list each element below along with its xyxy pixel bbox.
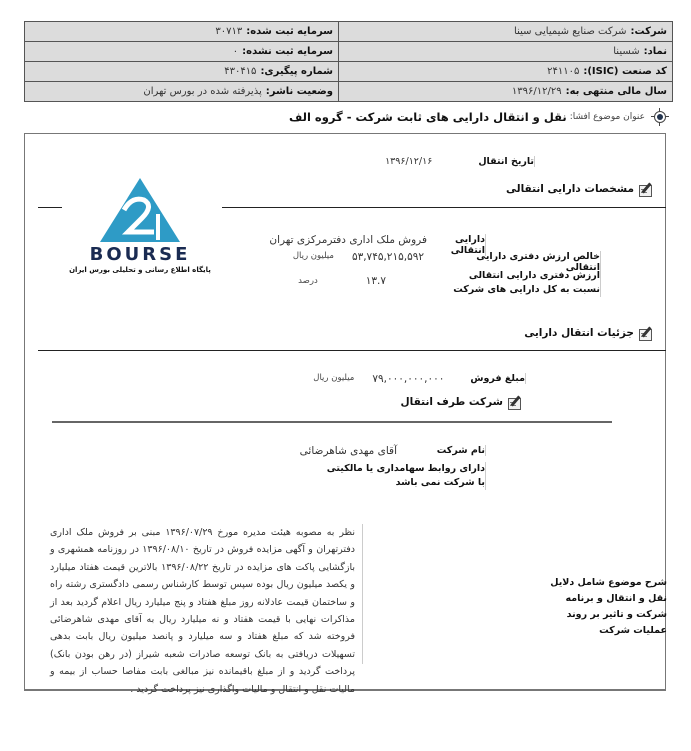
- book-value-ratio-row: [298, 269, 601, 297]
- description-text: نظر به مصوبه هیئت مدیره مورخ ۱۳۹۶/۰۷/۲۹ مبنی بر فروش ملک اداری دفترتهران و آگهی مزایده فروش در تاریخ ۱۳۹۶/۰۸/۱۰ در روزنامه همشهری و بازگشایی پاکت های مزایده در تاریخ ۱۳۹۶/۰۸/۲۲ بالاترین قیمت هفتاد میلیارد و یکصد میلیون ریال بوده سپس توسط کارشناس رسمی دادگستری رشته راه و ساختمان قیمت عادلانه روز مبلغ هفتاد و پنج میلیارد ریال اعلام گردید بعد از مذاکرات نهایی با قیمت هفتاد و نه میلیارد ریال به آقای مهدی شاهرضائی فروخته شد که مبلغ هفتاد و سه میلیارد و پانصد میلیون ریال بابت بدهی تسهیلات دریافتی به بانک توسعه صادرات شعبه شیراز (در رهن بودن بانک) پرداخت گردید و از مبلغ باقیمانده نیز مبالغی بابت مفاصا حساب از بیمه و مالیات نقل و انتقال و مالیات واگذاری نیز پرداخت گردید .: [50, 527, 355, 695]
- publisher-status-label: وضعیت ناشر:: [265, 86, 333, 97]
- company-cell: [339, 22, 673, 42]
- asset-value: فروش ملک اداری دفترمرکزی تهران: [269, 234, 427, 246]
- section-transfer-details-title: جزئیات انتقال دارایی: [524, 327, 634, 339]
- book-value-ratio-unit: درصد: [298, 276, 318, 286]
- counterparty-name-label: نام شرکت: [403, 445, 486, 456]
- topic-label: عنوان موضوع افشا:: [569, 112, 645, 122]
- tracking-number-cell: [25, 62, 339, 82]
- section-transfer-details: [524, 326, 654, 340]
- divider: [38, 350, 666, 351]
- target-icon: [651, 108, 669, 126]
- sale-amount: ۷۹,۰۰۰,۰۰۰,۰۰۰: [372, 373, 445, 385]
- unregistered-capital-label: سرمایه ثبت نشده:: [242, 46, 333, 57]
- transfer-date-value: ۱۳۹۶/۱۲/۱۶: [385, 156, 433, 167]
- registered-capital-cell: [25, 22, 339, 42]
- logo-subtitle: پایگاه اطلاع رسانی و تحلیلی بورس ایران: [69, 266, 211, 274]
- divider-right: [222, 207, 666, 208]
- unregistered-capital-cell: [25, 42, 339, 62]
- registered-capital-label: سرمایه ثبت شده:: [246, 26, 333, 37]
- registered-capital-value: ۳۰۷۱۳: [215, 26, 243, 37]
- logo-triangle-icon: [62, 160, 218, 250]
- publisher-status-value: پذیرفته شده در بورس تهران: [143, 86, 262, 97]
- publisher-status-cell: [25, 82, 339, 102]
- tracking-number-value: ۴۳۰۴۱۵: [224, 66, 257, 77]
- counterparty-name-row: [300, 445, 486, 457]
- net-book-value: ۵۳,۷۴۵,۲۱۵,۵۹۲: [351, 251, 424, 263]
- asset-label: دارایی انتقالی: [433, 234, 486, 256]
- info-row: [25, 62, 673, 82]
- symbol-value: شسینا: [613, 46, 640, 57]
- tracking-number-label: شماره پیگیری:: [260, 66, 333, 77]
- book-value-ratio: ۱۳.۷: [365, 275, 386, 287]
- bourse24-logo: [62, 160, 218, 280]
- section-counterparty-title: شرکت طرف انتقال: [400, 396, 503, 408]
- company-info-table: [24, 21, 673, 102]
- net-book-value-unit: میلیون ریال: [292, 251, 334, 261]
- description-label: شرح موضوع شامل دلایل نقل و انتقال و برنامه شرکت و تاثیر بر روند عملیات شرکت: [550, 577, 667, 636]
- sale-amount-row: [313, 373, 526, 385]
- isic-label: کد صنعت (ISIC):: [583, 66, 667, 77]
- fiscal-year-value: ۱۳۹۶/۱۲/۲۹: [511, 86, 562, 97]
- info-row: [25, 42, 673, 62]
- sale-amount-label: مبلغ فروش: [458, 373, 526, 384]
- logo-name: BOURSE: [89, 244, 191, 265]
- topic-value: نقل و انتقال دارایی های ثابت شرکت - گروه الف: [288, 110, 567, 124]
- edit-icon: [638, 182, 654, 196]
- section-counterparty: [401, 395, 523, 409]
- divider: [52, 421, 612, 423]
- company-value: شرکت صنایع شیمیایی سینا: [514, 26, 627, 37]
- symbol-cell: [339, 42, 673, 62]
- section-asset-specs-title: مشخصات دارایی انتقالی: [506, 183, 634, 195]
- fiscal-year-label: سال مالی منتهی به:: [565, 86, 667, 97]
- sale-amount-unit: میلیون ریال: [313, 373, 355, 383]
- unregistered-capital-value: ۰: [232, 46, 239, 57]
- transfer-date-row: [385, 156, 535, 167]
- description-separator: [362, 524, 363, 664]
- net-book-value-label: خالص ارزش دفتری دارایی انتقالی: [434, 251, 601, 273]
- isic-cell: [339, 62, 673, 82]
- info-row: [25, 82, 673, 102]
- book-value-ratio-label: ارزش دفتری دارایی انتقالی نسبت به کل دارایی های شرکت: [434, 269, 601, 297]
- edit-icon: [507, 395, 523, 409]
- counterparty-name-value: آقای مهدی شاهرضائی: [299, 445, 397, 457]
- section-asset-specs: [506, 182, 654, 196]
- relation-row: [319, 462, 486, 490]
- disclosure-topic: [289, 108, 669, 126]
- edit-icon: [638, 326, 654, 340]
- fiscal-year-cell: [339, 82, 673, 102]
- relation-label: دارای روابط سهامداری یا مالکیتی با شرکت نمی باشد: [319, 462, 486, 490]
- symbol-label: نماد:: [643, 46, 667, 57]
- transfer-date-label: تاریخ انتقال: [466, 156, 535, 167]
- info-row: [25, 22, 673, 42]
- isic-value: ۲۴۱۱۰۵: [547, 66, 580, 77]
- company-label: شرکت:: [630, 26, 667, 37]
